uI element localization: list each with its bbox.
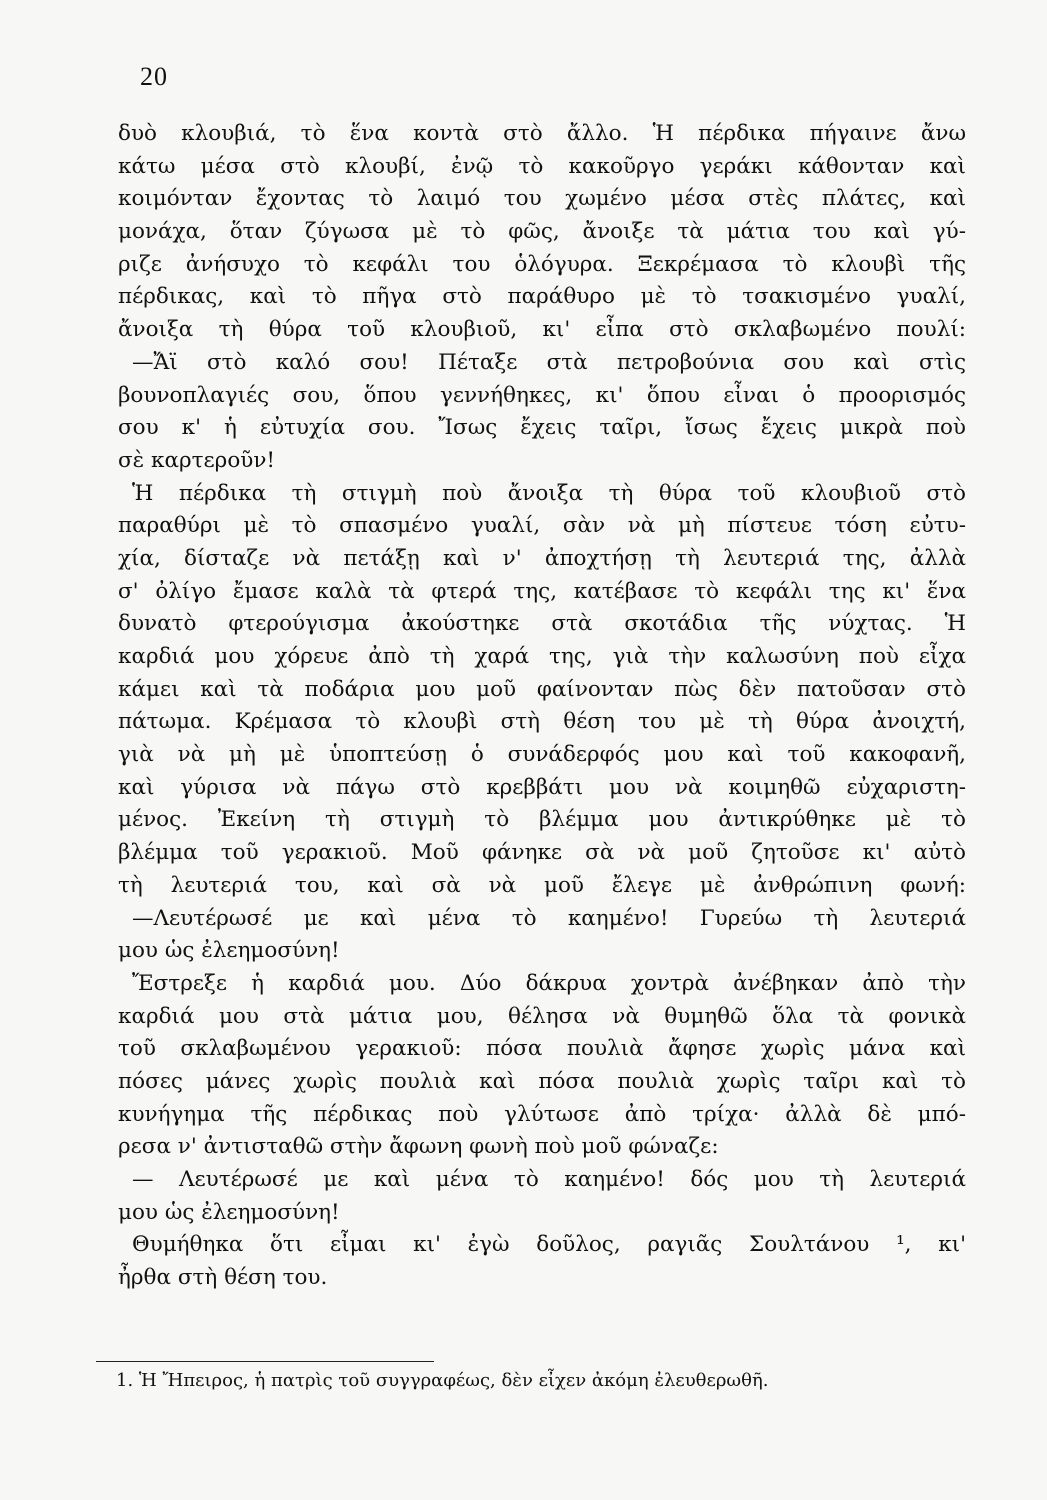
text-line: σὲ καρτεροῦν! (118, 447, 276, 473)
text-line: δυὸ κλουβιά, τὸ ἕνα κοντὰ στὸ ἄλλο. Ἡ πέρδικα πήγαινε ἄνω (118, 121, 966, 146)
text-line: μου ὡς ἐλεημοσύνη! (118, 1199, 340, 1225)
text-line: γιὰ νὰ μὴ μὲ ὑποπτεύσῃ ὁ συνάδερφός μου καὶ τοῦ κακοφανῆ, (118, 742, 966, 768)
text-line: βουνοπλαγιές σου, ὅπου γεννήθηκες, κι' ὅπου εἶναι ὁ προορισμός (118, 382, 966, 408)
text-line: δυνατὸ φτερούγισμα ἀκούστηκε στὰ σκοτάδια τῆς νύχτας. Ἡ (118, 611, 966, 637)
text-line: βλέμμα τοῦ γερακιοῦ. Μοῦ φάνηκε σὰ νὰ μοῦ ζητοῦσε κι' αὐτὸ (118, 840, 966, 866)
text-line: — Λευτέρωσέ με καὶ μένα τὸ καημένο! δός μου τὴ λευτεριά (132, 1167, 966, 1192)
text-line: παραθύρι μὲ τὸ σπασμένο γυαλί, σὰν νὰ μὴ πίστευε τόση εὐτυ- (118, 513, 966, 539)
text-line: Ἔστρεξε ἡ καρδιά μου. Δύο δάκρυα χοντρὰ ἀνέβηκαν ἀπὸ τὴν (132, 970, 966, 996)
text-line: —Ἄϊ στὸ καλό σου! Πέταξε στὰ πετροβούνια σου καὶ στὶς (132, 349, 966, 375)
text-line: πόσες μάνες χωρὶς πουλιὰ καὶ πόσα πουλιὰ χωρὶς ταῖρι καὶ τὸ (118, 1068, 966, 1094)
text-line: κυνήγημα τῆς πέρδικας ποὺ γλύτωσε ἀπὸ τρίχα· ἀλλὰ δὲ μπό- (118, 1101, 966, 1127)
text-line: τὴ λευτεριά του, καὶ σὰ νὰ μοῦ ἔλεγε μὲ ἀνθρώπινη φωνή: (118, 872, 966, 898)
text-line: καρδιά μου στὰ μάτια μου, θέλησα νὰ θυμηθῶ ὅλα τὰ φονικὰ (118, 1003, 966, 1029)
body-text (118, 118, 966, 1295)
text-line: Ἡ πέρδικα τὴ στιγμὴ ποὺ ἄνοιξα τὴ θύρα τοῦ κλουβιοῦ στὸ (132, 480, 966, 506)
text-line: πέρδικας, καὶ τὸ πῆγα στὸ παράθυρο μὲ τὸ τσακισμένο γυαλί, (118, 284, 966, 310)
text-line: Θυμήθηκα ὅτι εἶμαι κι' ἐγὼ δοῦλος, ραγιᾶς Σουλτάνου ¹, κι' (132, 1232, 966, 1258)
text-line: τοῦ σκλαβωμένου γερακιοῦ: πόσα πουλιὰ ἄφησε χωρὶς μάνα καὶ (118, 1036, 966, 1062)
footnote-divider (96, 1361, 434, 1362)
text-line: χία, δίσταζε νὰ πετάξῃ καὶ ν' ἀποχτήσῃ τὴ λευτεριά της, ἀλλὰ (118, 545, 966, 571)
text-line: κοιμόνταν ἔχοντας τὸ λαιμό του χωμένο μέσα στὲς πλάτες, καὶ (118, 186, 966, 212)
page-number: 20 (140, 62, 168, 91)
text-line: ἦρθα στὴ θέση του. (118, 1265, 328, 1291)
text-line: σου κ' ἡ εὐτυχία σου. Ἴσως ἔχεις ταῖρι, ἴσως ἔχεις μικρὰ ποὺ (118, 415, 966, 441)
text-line: μένος. Ἐκείνη τὴ στιγμὴ τὸ βλέμμα μου ἀντικρύθηκε μὲ τὸ (118, 807, 966, 833)
text-line: μου ὡς ἐλεημοσύνη! (118, 938, 340, 964)
text-line: κάτω μέσα στὸ κλουβί, ἐνῷ τὸ κακοῦργο γεράκι κάθονταν καὶ (118, 153, 966, 179)
text-line: πάτωμα. Κρέμασα τὸ κλουβὶ στὴ θέση του μὲ τὴ θύρα ἀνοιχτή, (118, 709, 966, 735)
text-line: καρδιά μου χόρευε ἀπὸ τὴ χαρά της, γιὰ τὴν καλωσύνη ποὺ εἶχα (118, 644, 966, 669)
text-line: καὶ γύρισα νὰ πάγω στὸ κρεββάτι μου νὰ κοιμηθῶ εὐχαριστη- (118, 774, 966, 800)
text-line: —Λευτέρωσέ με καὶ μένα τὸ καημένο! Γυρεύω τὴ λευτεριά (132, 905, 966, 931)
text-line: σ' ὀλίγο ἔμασε καλὰ τὰ φτερά της, κατέβασε τὸ κεφάλι της κι' ἕνα (118, 578, 966, 604)
footnote: 1. Ἡ Ἤπειρος, ἡ πατρὶς τοῦ συγγραφέως, δὲν εἶχεν ἀκόμη ἐλευθερωθῆ. (116, 1370, 769, 1391)
text-line: ρεσα ν' ἀντισταθῶ στὴν ἄφωνη φωνὴ ποὺ μοῦ φώναζε: (118, 1134, 719, 1160)
text-line: κάμει καὶ τὰ ποδάρια μου μοῦ φαίνονταν πὼς δὲν πατοῦσαν στὸ (118, 676, 966, 702)
text-line: μονάχα, ὅταν ζύγωσα μὲ τὸ φῶς, ἄνοιξε τὰ μάτια του καὶ γύ- (118, 219, 966, 245)
text-line: ἄνοιξα τὴ θύρα τοῦ κλουβιοῦ, κι' εἶπα στὸ σκλαβωμένο πουλί: (118, 317, 966, 343)
text-line: ριζε ἀνήσυχο τὸ κεφάλι του ὁλόγυρα. Ξεκρέμασα τὸ κλουβὶ τῆς (118, 251, 966, 277)
